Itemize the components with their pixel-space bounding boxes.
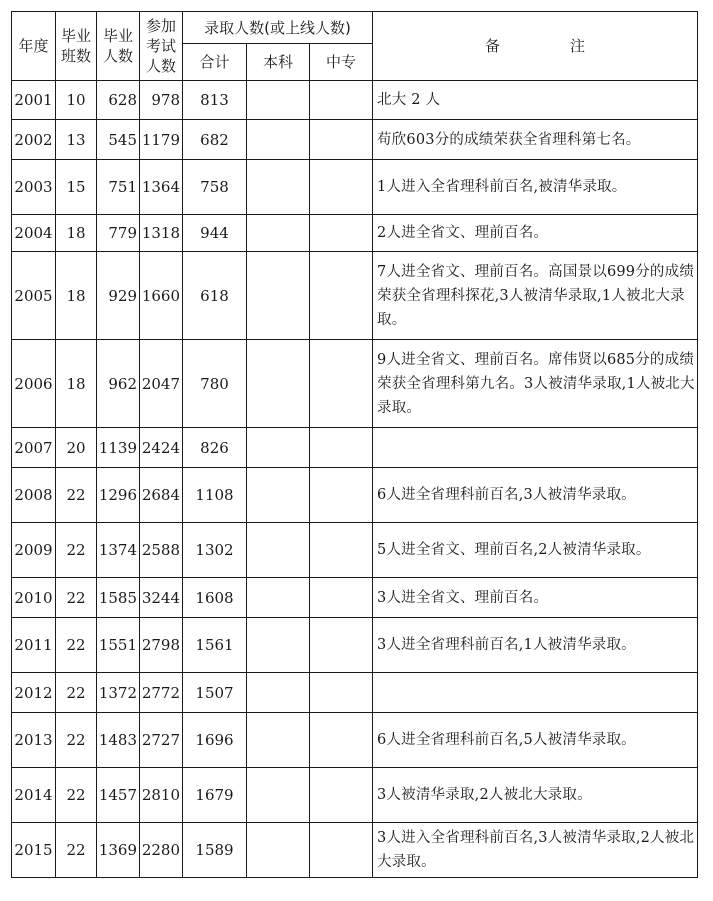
cell-total: 682 [183,120,247,160]
cell-graduates: 545 [97,120,140,160]
cell-examinees: 2047 [140,340,183,428]
cell-note: 1人进入全省理科前百名,被清华录取。 [373,160,698,215]
cell-examinees: 2424 [140,428,183,468]
table-row [12,160,698,215]
cell-total: 813 [183,81,247,120]
cell-note: 3人被清华录取,2人被北大录取。 [373,768,698,823]
cell-note: 6人进全省理科前百名,5人被清华录取。 [373,713,698,768]
cell-examinees: 1660 [140,252,183,340]
cell-graduates: 751 [97,160,140,215]
cell-year: 2005 [12,252,56,340]
cell-graduates: 1551 [97,618,140,673]
cell-examinees: 3244 [140,578,183,618]
cell-total: 1507 [183,673,247,713]
cell-examinees: 2772 [140,673,183,713]
cell-year: 2006 [12,340,56,428]
cell-vocational [310,340,373,428]
table-body [12,81,698,878]
cell-graduates: 1374 [97,523,140,578]
table-row [12,81,698,120]
cell-undergrad [247,340,310,428]
cell-note: 3人进全省理科前百名,1人被清华录取。 [373,618,698,673]
cell-vocational [310,523,373,578]
cell-examinees: 2684 [140,468,183,523]
cell-graduates: 1296 [97,468,140,523]
table-row [12,120,698,160]
cell-year: 2011 [12,618,56,673]
cell-year: 2003 [12,160,56,215]
cell-undergrad [247,673,310,713]
cell-classes: 18 [56,340,97,428]
cell-undergrad [247,523,310,578]
cell-total: 1302 [183,523,247,578]
table-row [12,252,698,340]
header-examinees: 参加 考试 人数 [140,12,183,81]
cell-graduates: 1369 [97,823,140,878]
cell-total: 944 [183,215,247,252]
cell-year: 2001 [12,81,56,120]
cell-total: 758 [183,160,247,215]
cell-total: 1561 [183,618,247,673]
cell-undergrad [247,160,310,215]
cell-undergrad [247,252,310,340]
cell-classes: 20 [56,428,97,468]
cell-vocational [310,713,373,768]
cell-examinees: 1179 [140,120,183,160]
cell-note: 6人进全省理科前百名,3人被清华录取。 [373,468,698,523]
cell-note: 5人进全省文、理前百名,2人被清华录取。 [373,523,698,578]
table-row [12,768,698,823]
cell-undergrad [247,215,310,252]
cell-undergrad [247,823,310,878]
cell-note: 3人进全省文、理前百名。 [373,578,698,618]
cell-year: 2012 [12,673,56,713]
cell-year: 2004 [12,215,56,252]
cell-graduates: 628 [97,81,140,120]
cell-vocational [310,468,373,523]
cell-note: 7人进全省文、理前百名。高国景以699分的成绩荣获全省理科探花,3人被清华录取,1人被北大录取。 [373,252,698,340]
cell-examinees: 2280 [140,823,183,878]
cell-vocational [310,578,373,618]
header-total: 合计 [183,44,247,81]
cell-year: 2013 [12,713,56,768]
cell-examinees: 2810 [140,768,183,823]
cell-vocational [310,120,373,160]
cell-vocational [310,673,373,713]
cell-total: 826 [183,428,247,468]
admissions-table [11,11,698,878]
cell-examinees: 2798 [140,618,183,673]
header-remarks: 备注 [373,12,698,81]
cell-undergrad [247,713,310,768]
table-row [12,578,698,618]
cell-undergrad [247,618,310,673]
cell-classes: 22 [56,578,97,618]
cell-undergrad [247,428,310,468]
cell-note: 北大 2 人 [373,81,698,120]
cell-note [373,673,698,713]
cell-undergrad [247,768,310,823]
cell-examinees: 2727 [140,713,183,768]
cell-note [373,428,698,468]
header-vocational: 中专 [310,44,373,81]
cell-vocational [310,768,373,823]
table-row [12,673,698,713]
cell-total: 618 [183,252,247,340]
cell-graduates: 962 [97,340,140,428]
cell-undergrad [247,81,310,120]
cell-total: 780 [183,340,247,428]
cell-classes: 10 [56,81,97,120]
cell-examinees: 1364 [140,160,183,215]
cell-graduates: 1457 [97,768,140,823]
cell-vocational [310,428,373,468]
cell-examinees: 978 [140,81,183,120]
cell-classes: 18 [56,215,97,252]
header-graduates: 毕业 人数 [97,12,140,81]
cell-graduates: 1139 [97,428,140,468]
table-row [12,618,698,673]
cell-vocational [310,252,373,340]
header-undergrad: 本科 [247,44,310,81]
cell-classes: 22 [56,673,97,713]
cell-total: 1589 [183,823,247,878]
cell-total: 1679 [183,768,247,823]
cell-year: 2007 [12,428,56,468]
cell-vocational [310,81,373,120]
table-row [12,215,698,252]
cell-note: 3人进入全省理科前百名,3人被清华录取,2人被北大录取。 [373,823,698,878]
cell-vocational [310,160,373,215]
table-row [12,428,698,468]
cell-graduates: 929 [97,252,140,340]
cell-vocational [310,215,373,252]
cell-undergrad [247,468,310,523]
header-year: 年度 [12,12,56,81]
cell-total: 1696 [183,713,247,768]
cell-vocational [310,618,373,673]
cell-year: 2009 [12,523,56,578]
cell-classes: 18 [56,252,97,340]
cell-classes: 22 [56,618,97,673]
table-row [12,468,698,523]
cell-year: 2015 [12,823,56,878]
table-row [12,713,698,768]
cell-graduates: 1483 [97,713,140,768]
cell-classes: 22 [56,713,97,768]
header-classes: 毕业 班数 [56,12,97,81]
table-header [12,12,698,81]
cell-graduates: 1372 [97,673,140,713]
cell-examinees: 2588 [140,523,183,578]
cell-total: 1108 [183,468,247,523]
cell-classes: 15 [56,160,97,215]
cell-undergrad [247,120,310,160]
cell-vocational [310,823,373,878]
cell-total: 1608 [183,578,247,618]
cell-undergrad [247,578,310,618]
cell-note: 苟欣603分的成绩荣获全省理科第七名。 [373,120,698,160]
cell-year: 2014 [12,768,56,823]
cell-year: 2002 [12,120,56,160]
cell-classes: 22 [56,468,97,523]
header-admitted-group: 录取人数(或上线人数) [183,12,373,44]
cell-year: 2008 [12,468,56,523]
cell-note: 9人进全省文、理前百名。席伟贤以685分的成绩荣获全省理科第九名。3人被清华录取,1人被北大录取。 [373,340,698,428]
table-row [12,523,698,578]
cell-examinees: 1318 [140,215,183,252]
cell-note: 2人进全省文、理前百名。 [373,215,698,252]
table-row [12,823,698,878]
cell-graduates: 1585 [97,578,140,618]
cell-graduates: 779 [97,215,140,252]
cell-classes: 13 [56,120,97,160]
cell-classes: 22 [56,823,97,878]
cell-classes: 22 [56,523,97,578]
table-row [12,340,698,428]
cell-classes: 22 [56,768,97,823]
cell-year: 2010 [12,578,56,618]
